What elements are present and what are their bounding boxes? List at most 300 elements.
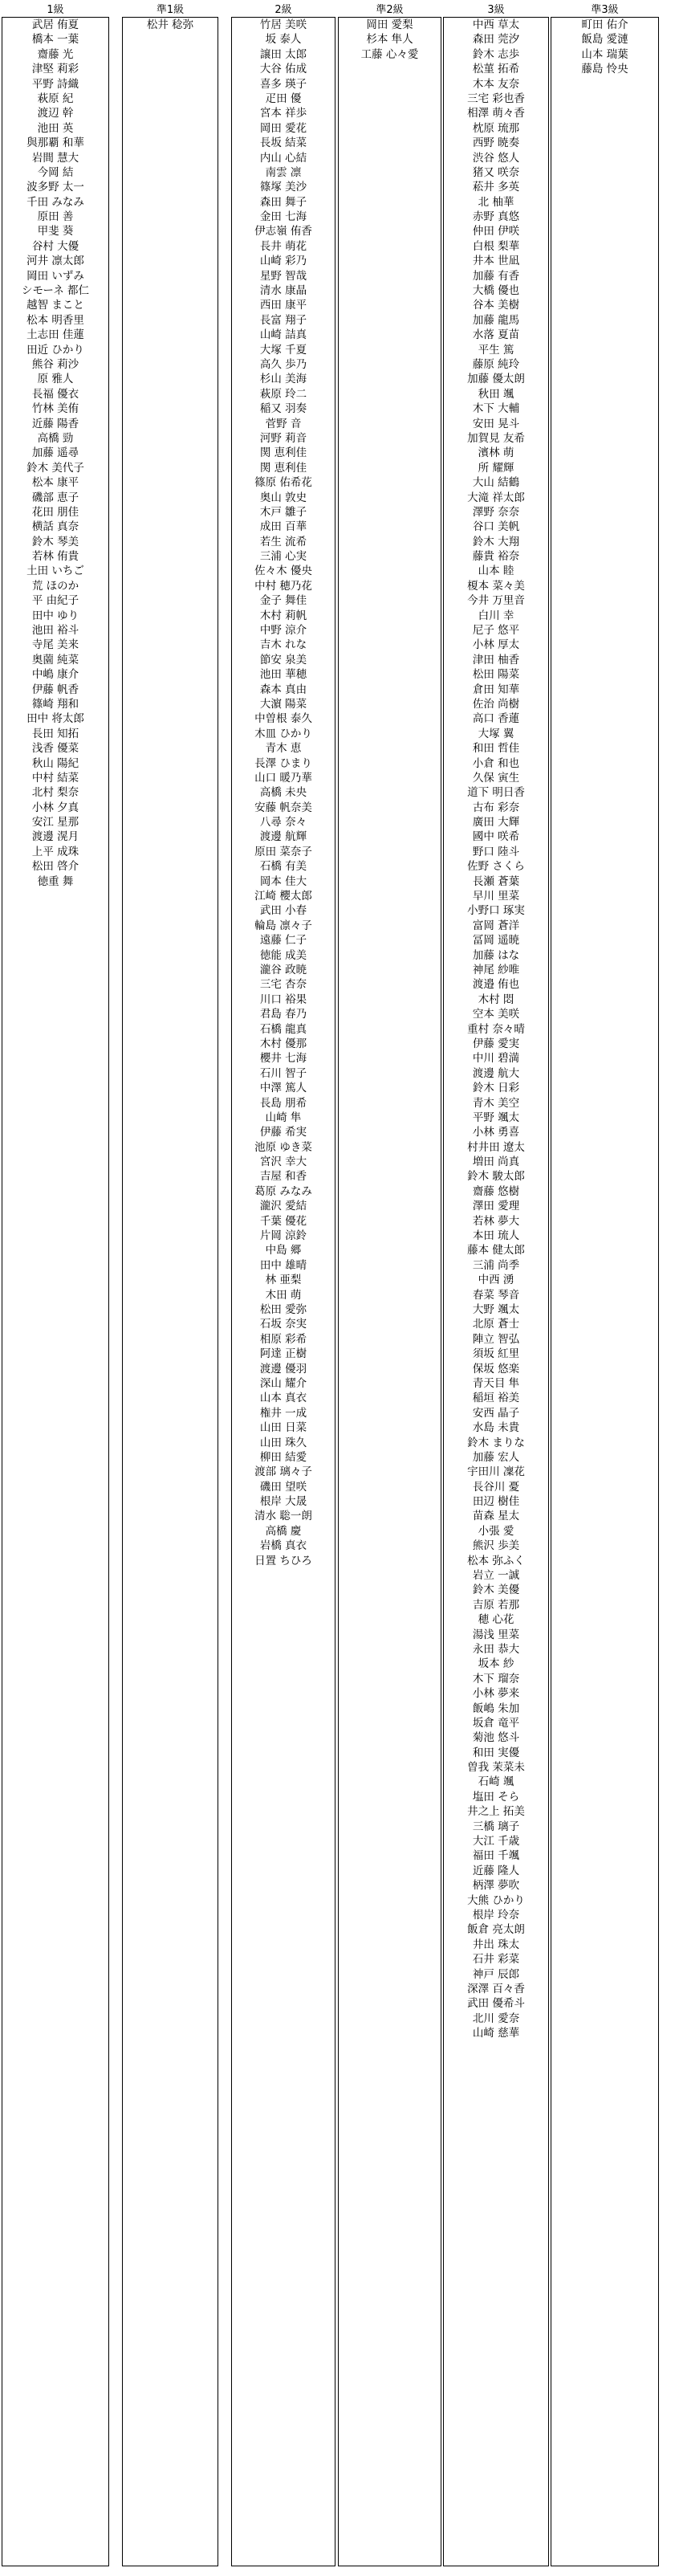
- student-name: 長福 優衣: [31, 387, 79, 401]
- student-name: 長井 萌花: [259, 239, 307, 253]
- student-name: 菘井 多英: [472, 181, 520, 194]
- student-name: 大谷 佑成: [259, 63, 307, 76]
- student-name: 山田 珠久: [259, 1436, 307, 1449]
- grade-column: [338, 3, 441, 2566]
- student-name: 原田 菜奈子: [254, 845, 312, 858]
- student-name: 今岡 結: [37, 165, 74, 179]
- student-name: 西田 康平: [259, 299, 307, 312]
- student-name: 星野 智哉: [259, 269, 307, 283]
- student-name: 永田 恭大: [472, 1642, 520, 1656]
- student-name: 平 由紀子: [31, 594, 79, 608]
- student-name: 萩原 紀: [37, 92, 74, 105]
- student-name: 河井 凛太郎: [26, 255, 84, 268]
- student-name: 杉山 美海: [259, 373, 307, 386]
- student-name: 加藤 優太朗: [467, 373, 525, 386]
- student-name: 成田 百華: [259, 520, 307, 534]
- student-name: 石坂 奈実: [259, 1318, 307, 1331]
- student-name: 青木 恵: [265, 742, 302, 756]
- student-name: 久保 寅生: [472, 771, 520, 785]
- student-name: 篠塚 美沙: [259, 181, 307, 194]
- student-name: 齋藤 悠樹: [472, 1184, 520, 1198]
- student-name: 森本 真由: [259, 683, 307, 696]
- student-name: 中島 郷: [265, 1244, 302, 1257]
- student-name: 吉屋 和香: [259, 1170, 307, 1184]
- student-name: 木村 優那: [259, 1037, 307, 1050]
- student-name: 谷口 美帆: [472, 520, 520, 534]
- student-name: 山田 日菜: [259, 1421, 307, 1435]
- student-name: 古布 彩奈: [472, 801, 520, 814]
- student-name: 北村 梨奈: [31, 786, 79, 800]
- student-name: 冨岡 遥暁: [472, 934, 520, 948]
- student-name: 加藤 はな: [472, 948, 520, 962]
- student-name: 穂 心花: [478, 1613, 514, 1627]
- student-name: 若林 夢大: [472, 1214, 520, 1228]
- student-name: 近藤 隆人: [472, 1864, 520, 1877]
- student-name: 松本 明香里: [26, 313, 84, 327]
- student-name: 江崎 櫻太郎: [254, 890, 312, 903]
- student-name: 中嶋 康介: [31, 668, 79, 682]
- student-name: 熊沢 歩美: [472, 1539, 520, 1553]
- student-name: 越智 まこと: [26, 299, 84, 312]
- student-name: 千葉 優花: [259, 1214, 307, 1228]
- student-name: 山崎 慈華: [472, 2027, 520, 2040]
- student-name: 君島 春乃: [259, 1008, 307, 1021]
- student-name: 富岡 蒼洋: [472, 919, 520, 932]
- student-name: 中川 碧満: [472, 1052, 520, 1066]
- student-name: 荒 ほのか: [31, 579, 79, 593]
- student-name: 山本 瑞葉: [581, 47, 628, 61]
- student-name: 中野 涼介: [259, 624, 307, 638]
- student-name: 大野 颯太: [472, 1302, 520, 1316]
- student-name: 武田 小春: [259, 904, 307, 918]
- student-name: 鈴木 琴美: [31, 535, 79, 548]
- student-name: 磯部 恵子: [31, 491, 79, 504]
- student-name: 葛原 みなみ: [254, 1184, 312, 1198]
- student-name: 相澤 萌々香: [467, 107, 525, 120]
- grade-column: [122, 3, 218, 2566]
- student-name: 内山 心結: [259, 151, 307, 165]
- student-name: 尼子 悠平: [472, 624, 520, 638]
- student-name: 大橋 優也: [472, 284, 520, 298]
- student-name: 濱林 萌: [478, 446, 514, 460]
- student-name: 和田 哲佳: [472, 742, 520, 756]
- student-name: 松田 啓介: [31, 860, 79, 874]
- grade-header: 2級: [274, 4, 292, 16]
- student-name: 松本 弥ふく: [467, 1554, 525, 1567]
- student-name: 平生 篤: [478, 343, 514, 357]
- student-name: 磯田 望咲: [259, 1480, 307, 1494]
- student-name: 木下 大輔: [472, 402, 520, 416]
- student-name: 長島 朋希: [259, 1096, 307, 1110]
- student-name: 小林 夕真: [31, 801, 79, 814]
- student-name: 松本 康平: [31, 476, 79, 490]
- student-name: 輪島 凛々子: [254, 919, 312, 932]
- student-name: 山崎 隼: [265, 1111, 302, 1124]
- student-name: 佐々木 優央: [254, 565, 312, 578]
- student-name: 井之上 拓美: [467, 1805, 525, 1819]
- student-name: 稲又 羽奏: [259, 402, 307, 416]
- student-name: 増田 尚真: [472, 1156, 520, 1169]
- student-name: 本田 琉人: [472, 1229, 520, 1243]
- student-name: 山本 睦: [478, 565, 514, 578]
- student-name: 熊谷 莉沙: [31, 357, 79, 371]
- student-name: 苗森 星太: [472, 1510, 520, 1523]
- student-name: 坂本 紗: [478, 1657, 514, 1671]
- student-name: 石橋 有美: [259, 860, 307, 874]
- grade-header: 1級: [47, 4, 64, 16]
- grade-name-list: [231, 17, 335, 2566]
- student-name: 伊藤 希実: [259, 1126, 307, 1139]
- student-name: 櫻井 七海: [259, 1052, 307, 1066]
- student-name: 近藤 陽香: [31, 417, 79, 430]
- student-name: 清水 康晶: [259, 284, 307, 298]
- student-name: 木本 友奈: [472, 77, 520, 91]
- grade-name-list: [338, 17, 441, 2566]
- student-name: 小張 愛: [478, 1524, 514, 1538]
- student-name: 北 柚華: [478, 195, 514, 209]
- student-name: 金田 七海: [259, 210, 307, 224]
- student-name: 瀧谷 政暁: [259, 964, 307, 976]
- student-name: 奥山 敦史: [259, 491, 307, 504]
- student-name: 相原 彩希: [259, 1332, 307, 1346]
- student-name: 加藤 有香: [472, 269, 520, 283]
- student-name: 高久 歩乃: [259, 357, 307, 371]
- student-name: 谷村 大優: [31, 239, 79, 253]
- student-name: 長富 翔子: [259, 313, 307, 327]
- student-name: 篠原 佑希花: [254, 476, 312, 490]
- grade-header: 3級: [487, 4, 505, 16]
- grade-header: 準2級: [376, 4, 404, 16]
- student-name: 中村 結菜: [31, 771, 79, 785]
- student-name: 岡田 いずみ: [26, 269, 84, 283]
- student-name: 保坂 悠楽: [472, 1362, 520, 1376]
- student-name: 清水 聡一朗: [254, 1510, 312, 1523]
- student-name: 山本 真衣: [259, 1392, 307, 1405]
- student-name: 宇田川 凜花: [467, 1465, 525, 1479]
- student-name: 伊志嶺 侑香: [254, 225, 312, 238]
- student-name: 波多野 太一: [26, 181, 84, 194]
- student-name: 池田 裕斗: [31, 624, 79, 638]
- student-name: 木村 莉帆: [259, 609, 307, 622]
- student-name: 西野 暁奏: [472, 137, 520, 150]
- student-name: 空本 美咲: [472, 1008, 520, 1021]
- student-name: 横話 真奈: [31, 520, 79, 534]
- student-name: 岡本 佳大: [259, 874, 307, 888]
- student-name: 野口 陸斗: [472, 845, 520, 858]
- student-name: 安西 晶子: [472, 1406, 520, 1420]
- student-name: 小倉 和也: [472, 756, 520, 770]
- student-name: 深澤 百々香: [467, 1982, 525, 1995]
- student-name: 町田 佑介: [581, 18, 628, 31]
- student-name: 飯倉 亮太朗: [467, 1923, 525, 1937]
- student-name: 石井 彩菜: [472, 1953, 520, 1967]
- student-name: 猪又 咲奈: [472, 165, 520, 179]
- student-name: 渡邊 滉月: [31, 830, 79, 844]
- student-name: 鈴木 日彩: [472, 1082, 520, 1095]
- grade-name-list: [551, 17, 659, 2566]
- student-name: 関 恵利佳: [259, 461, 307, 475]
- student-name: 曽我 茉菜未: [467, 1761, 525, 1775]
- student-name: 三浦 心実: [259, 550, 307, 564]
- student-name: 齋藤 光: [37, 47, 74, 61]
- student-name: 福田 千颯: [472, 1849, 520, 1863]
- student-name: 青天目 隼: [472, 1376, 520, 1390]
- student-name: 長瀬 蒼葉: [472, 874, 520, 888]
- student-name: 宮本 祥歩: [259, 107, 307, 120]
- student-name: 水落 夏苗: [472, 328, 520, 342]
- student-name: 陣立 智弘: [472, 1332, 520, 1346]
- student-name: 北川 愛奈: [472, 2011, 520, 2025]
- student-name: 須坂 紅里: [472, 1347, 520, 1361]
- student-name: 白川 幸: [478, 609, 514, 622]
- student-name: 榎本 菜々美: [467, 579, 525, 593]
- student-name: 池田 華穂: [259, 668, 307, 682]
- student-name: 倉田 知華: [472, 683, 520, 696]
- student-name: 石川 智子: [259, 1066, 307, 1080]
- student-name: 田中 ゆり: [31, 609, 79, 622]
- student-name: 橋本 一葉: [31, 33, 79, 47]
- student-name: 関 恵利佳: [259, 446, 307, 460]
- student-name: 谷本 美樹: [472, 299, 520, 312]
- student-name: 浅香 優菜: [31, 742, 79, 756]
- student-name: 徳重 舞: [37, 874, 74, 888]
- student-name: 根岸 玲奈: [472, 1909, 520, 1922]
- student-name: 加賀見 友希: [467, 431, 525, 445]
- student-name: 加藤 遥尋: [31, 446, 79, 460]
- student-name: 澤田 愛理: [472, 1200, 520, 1213]
- student-name: 鈴木 駿太郎: [467, 1170, 525, 1184]
- student-name: 飯嶋 朱加: [472, 1702, 520, 1715]
- student-name: 杉本 隼人: [366, 33, 413, 47]
- student-name: 安田 晃斗: [472, 417, 520, 430]
- student-name: 坂倉 竜平: [472, 1716, 520, 1730]
- student-name: 大山 結鶴: [472, 476, 520, 490]
- student-name: 井出 珠太: [472, 1938, 520, 1951]
- student-name: 秋山 陽紀: [31, 756, 79, 770]
- student-name: 渡部 璃々子: [254, 1465, 312, 1479]
- student-name: 瀧沢 愛結: [259, 1200, 307, 1213]
- student-name: 神戸 辰郎: [472, 1967, 520, 1981]
- student-name: 加藤 龍馬: [472, 313, 520, 327]
- student-name: 甲斐 葵: [37, 225, 74, 238]
- student-name: 原田 善: [37, 210, 74, 224]
- student-name: 疋田 優: [265, 92, 302, 105]
- student-name: 池原 ゆき菜: [254, 1140, 312, 1154]
- student-name: 澤野 奈奈: [472, 505, 520, 519]
- student-name: 松田 愛弥: [259, 1302, 307, 1316]
- student-name: シモーネ 都仁: [21, 284, 90, 298]
- student-name: 佐治 尚樹: [472, 697, 520, 711]
- student-name: 田近 ひかり: [26, 343, 84, 357]
- student-name: 木戸 雛子: [259, 505, 307, 519]
- student-name: 所 耀輝: [478, 461, 514, 475]
- student-name: 今井 万里音: [467, 594, 525, 608]
- student-name: 佐野 さくら: [467, 860, 525, 874]
- student-name: 渡邊 航大: [472, 1066, 520, 1080]
- student-name: 長田 知拓: [31, 727, 79, 740]
- grade-name-list: [443, 17, 549, 2566]
- student-name: 石橋 龍真: [259, 1022, 307, 1036]
- student-name: 長坂 結菜: [259, 137, 307, 150]
- student-name: 権井 一成: [259, 1406, 307, 1420]
- student-name: 重村 奈々晴: [467, 1022, 525, 1036]
- student-name: 森田 舞子: [259, 195, 307, 209]
- student-name: 松菫 拓希: [472, 63, 520, 76]
- student-name: 石崎 颯: [478, 1775, 514, 1789]
- student-name: 鈴木 美代子: [26, 461, 84, 475]
- grade-header: 準3級: [591, 4, 619, 16]
- student-name: 渡邊 優羽: [259, 1362, 307, 1376]
- student-name: 若生 流希: [259, 535, 307, 548]
- student-name: 仲田 伊咲: [472, 225, 520, 238]
- student-name: 工藤 心々愛: [360, 47, 419, 61]
- student-name: 喜多 瑛子: [259, 77, 307, 91]
- grade-column: [443, 3, 549, 2566]
- student-name: 河野 莉音: [259, 431, 307, 445]
- student-name: 小林 夢来: [472, 1687, 520, 1701]
- student-name: 吉木 れな: [259, 638, 307, 652]
- student-name: 譲田 太郎: [259, 47, 307, 61]
- student-name: 高橋 未央: [259, 786, 307, 800]
- student-name: 木下 瑠奈: [472, 1672, 520, 1685]
- student-name: 萩原 玲二: [259, 387, 307, 401]
- student-name: 鈴木 まりな: [467, 1436, 525, 1449]
- student-name: 節安 泉美: [259, 653, 307, 666]
- student-name: 深山 耀介: [259, 1376, 307, 1390]
- student-name: 藤島 怜央: [581, 63, 628, 76]
- student-name: 三浦 尚季: [472, 1258, 520, 1272]
- student-name: 大滝 祥太郎: [467, 491, 525, 504]
- student-name: 岡田 愛花: [259, 121, 307, 135]
- student-name: 渡邉 侑也: [472, 978, 520, 992]
- student-name: 森田 莞汐: [472, 33, 520, 47]
- student-name: 田中 雄晴: [259, 1258, 307, 1272]
- student-name: 北原 蒼士: [472, 1318, 520, 1331]
- student-name: 中澤 篤人: [259, 1082, 307, 1095]
- grade-name-list: [2, 17, 109, 2566]
- student-name: 長澤 ひまり: [254, 756, 312, 770]
- student-name: 岩橋 真衣: [259, 1539, 307, 1553]
- student-name: 山崎 彩乃: [259, 255, 307, 268]
- student-name: 三宅 彩也香: [467, 92, 525, 105]
- student-name: 中曽根 泰久: [254, 712, 312, 726]
- student-name: 坂 泰人: [265, 33, 302, 47]
- student-name: 湯浅 里菜: [472, 1628, 520, 1641]
- student-name: 大塚 千夏: [259, 343, 307, 357]
- student-name: 早川 里菜: [472, 890, 520, 903]
- student-name: 大濵 陽菜: [259, 697, 307, 711]
- student-name: 國中 咲希: [472, 830, 520, 844]
- student-name: 吉原 若那: [472, 1598, 520, 1612]
- student-name: 篠崎 翔和: [31, 697, 79, 711]
- student-name: 原 雅人: [37, 373, 74, 386]
- student-name: 田辺 樹佳: [472, 1495, 520, 1509]
- student-name: 川口 裕果: [259, 992, 307, 1006]
- student-name: 上平 成珠: [31, 845, 79, 858]
- student-name: 南雲 凛: [265, 165, 302, 179]
- student-name: 八尋 奈々: [259, 816, 307, 829]
- student-name: 柳田 結愛: [259, 1450, 307, 1464]
- student-name: 伊藤 愛実: [472, 1037, 520, 1050]
- student-name: 武居 侑夏: [31, 18, 79, 31]
- student-name: 飯島 愛漣: [581, 33, 628, 47]
- student-name: 廣田 大輝: [472, 816, 520, 829]
- student-name: 根岸 大晟: [259, 1495, 307, 1509]
- student-name: 高橋 勁: [37, 431, 74, 445]
- student-name: 竹林 美侑: [31, 402, 79, 416]
- student-name: 鈴木 大翔: [472, 535, 520, 548]
- student-name: 武田 優希斗: [467, 1997, 525, 2011]
- student-name: 遠藤 仁子: [259, 934, 307, 948]
- student-name: 土志田 佳蓮: [26, 328, 84, 342]
- student-name: 和田 実優: [472, 1746, 520, 1759]
- grade-name-list: [122, 17, 218, 2566]
- student-name: 春菜 琴音: [472, 1288, 520, 1302]
- grade-column: [551, 3, 659, 2566]
- student-name: 神尾 紗唯: [472, 964, 520, 976]
- student-name: 伊藤 帆香: [31, 683, 79, 696]
- student-name: 岡田 愛梨: [366, 18, 413, 31]
- student-name: 平野 颯太: [472, 1111, 520, 1124]
- student-name: 鈴木 志歩: [472, 47, 520, 61]
- student-name: 塩田 そら: [472, 1790, 520, 1804]
- student-name: 柄澤 夢吹: [472, 1879, 520, 1893]
- student-name: 安江 星那: [31, 816, 79, 829]
- student-name: 安藤 帆奈美: [254, 801, 312, 814]
- student-name: 松田 陽菜: [472, 668, 520, 682]
- student-name: 井本 世凪: [472, 255, 520, 268]
- student-name: 藤本 健太郎: [467, 1244, 525, 1257]
- student-name: 平野 詩織: [31, 77, 79, 91]
- student-name: 村井田 遼太: [467, 1140, 525, 1154]
- student-name: 水島 未貴: [472, 1421, 520, 1435]
- student-name: 中西 草太: [472, 18, 520, 31]
- student-name: 木村 悶: [478, 992, 514, 1006]
- student-name: 木皿 ひかり: [254, 727, 312, 740]
- student-name: 青木 美空: [472, 1096, 520, 1110]
- student-name: 木田 萌: [265, 1288, 302, 1302]
- student-name: 枕原 琉那: [472, 121, 520, 135]
- student-name: 高口 香蓮: [472, 712, 520, 726]
- grade-column: [231, 3, 335, 2566]
- grade-header: 準1級: [156, 4, 185, 16]
- student-name: 宮沢 幸大: [259, 1156, 307, 1169]
- student-name: 秋田 颯: [478, 387, 514, 401]
- student-name: 土田 いちご: [26, 565, 84, 578]
- student-name: 藤原 純玲: [472, 357, 520, 371]
- student-name: 徳能 成美: [259, 948, 307, 962]
- student-name: 渡邊 航輝: [259, 830, 307, 844]
- student-name: 白根 梨華: [472, 239, 520, 253]
- grade-column: [2, 3, 109, 2566]
- student-name: 三橋 璃子: [472, 1820, 520, 1833]
- student-name: 岩立 一誠: [472, 1569, 520, 1583]
- student-name: 奥薗 純菜: [31, 653, 79, 666]
- student-name: 松井 稔弥: [146, 18, 194, 31]
- student-name: 道下 明日香: [467, 786, 525, 800]
- student-name: 阿達 正樹: [259, 1347, 307, 1361]
- student-name: 山崎 詰真: [259, 328, 307, 342]
- student-name: 鈴木 美優: [472, 1584, 520, 1597]
- student-name: 小林 厚太: [472, 638, 520, 652]
- student-name: 寺尾 美来: [31, 638, 79, 652]
- student-name: 大熊 ひかり: [467, 1893, 525, 1907]
- student-name: 金子 舞佳: [259, 594, 307, 608]
- student-name: 菊池 悠斗: [472, 1731, 520, 1745]
- student-name: 池田 英: [37, 121, 74, 135]
- student-name: 田中 将太郎: [26, 712, 84, 726]
- student-name: 小野口 琢実: [467, 904, 525, 918]
